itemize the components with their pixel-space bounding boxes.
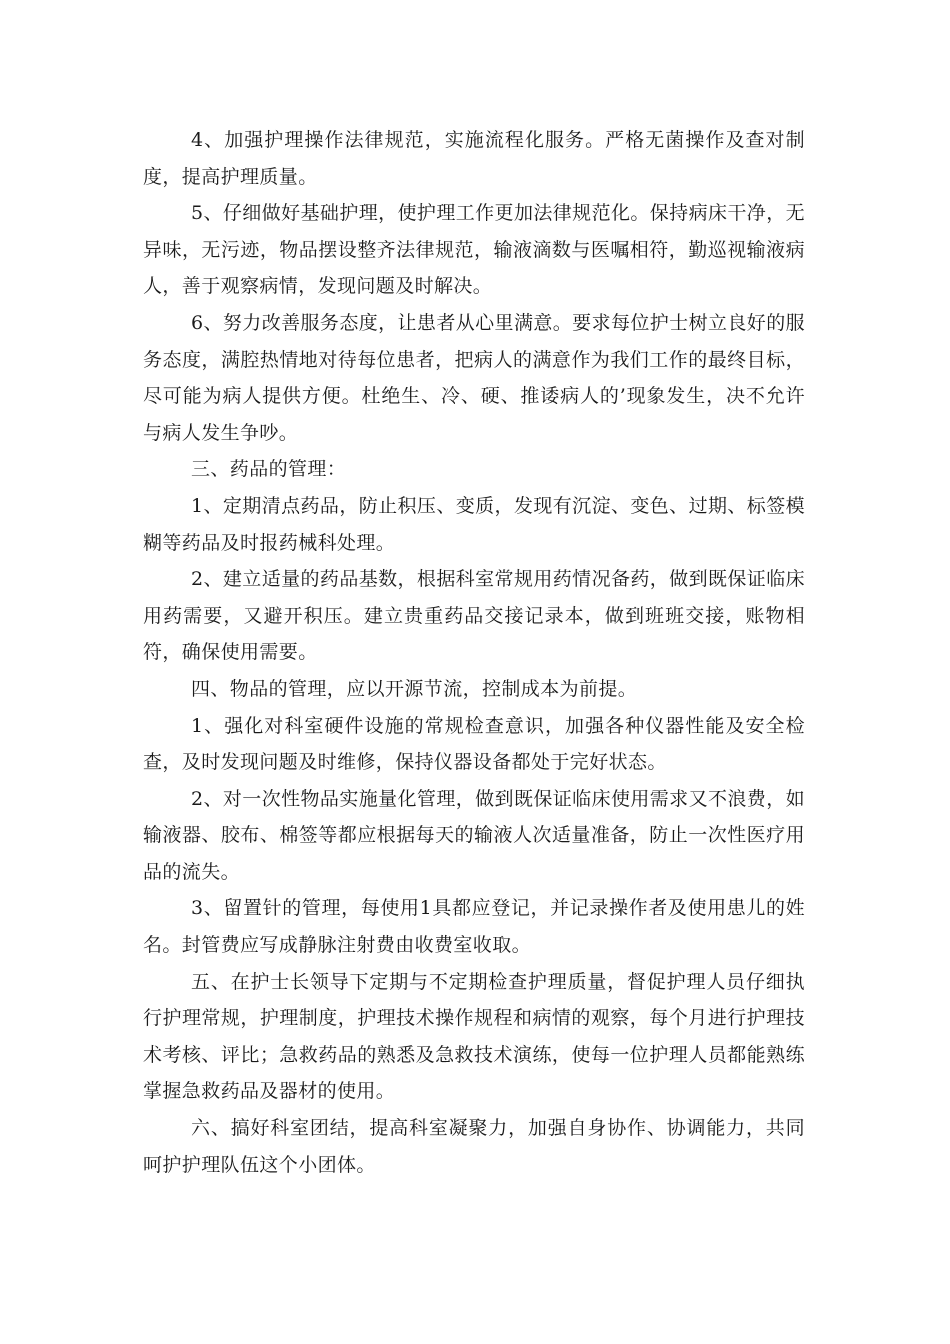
paragraph-medicine-2: 2、建立适量的药品基数，根据科室常规用药情况备药，做到既保证临床用药需要，又避开积压。建立贵重药品交接记录本，做到班班交接，账物相符，确保使用需要。 [143, 568, 805, 664]
document-body [143, 122, 805, 1183]
section-team-unity: 六、搞好科室团结，提高科室凝聚力，加强自身协作、协调能力，共同呵护护理队伍这个小团体。 [143, 1117, 805, 1176]
paragraph-supplies-1: 1、强化对科室硬件设施的常规检查意识，加强各种仪器性能及安全检查，及时发现问题及时维修，保持仪器设备都处于完好状态。 [143, 714, 805, 774]
paragraph-supplies-3: 3、留置针的管理，每使用1具都应登记，并记录操作者及使用患儿的姓名。封管费应写成静脉注射费由收费室收取。 [143, 897, 805, 957]
paragraph-item-6: 6、努力改善服务态度，让患者从心里满意。要求每位护士树立良好的服务态度，满腔热情地对待每位患者，把病人的满意作为我们工作的最终目标，尽可能为病人提供方便。杜绝生、冷、硬、推诿病人的’现象发生，决不允许与病人发生争吵。 [143, 311, 805, 444]
section-heading-medicine: 三、药品的管理： [191, 458, 347, 481]
paragraph-supplies-2: 2、对一次性物品实施量化管理，做到既保证临床使用需求又不浪费，如输液器、胶布、棉签等都应根据每天的输液人次适量准备，防止一次性医疗用品的流失。 [143, 787, 805, 883]
section-heading-supplies: 四、物品的管理，应以开源节流，控制成本为前提。 [191, 677, 638, 700]
section-quality-check: 五、在护士长领导下定期与不定期检查护理质量，督促护理人员仔细执行护理常规，护理制度，护理技术操作规程和病情的观察，每个月进行护理技术考核、评比；急救药品的熟悉及急救技术演练，使每一位护理人员都能熟练掌握急救药品及器材的使用。 [143, 970, 805, 1103]
paragraph-medicine-1: 1、定期清点药品，防止积压、变质，发现有沉淀、变色、过期、标签模糊等药品及时报药械科处理。 [143, 494, 805, 554]
paragraph-item-5: 5、仔细做好基础护理，使护理工作更加法律规范化。保持病床干净，无异味，无污迹，物品摆设整齐法律规范，输液滴数与医嘱相符，勤巡视输液病人，善于观察病情，发现问题及时解决。 [143, 202, 805, 298]
paragraph-item-4: 4、加强护理操作法律规范，实施流程化服务。严格无菌操作及查对制度，提高护理质量。 [143, 129, 805, 188]
